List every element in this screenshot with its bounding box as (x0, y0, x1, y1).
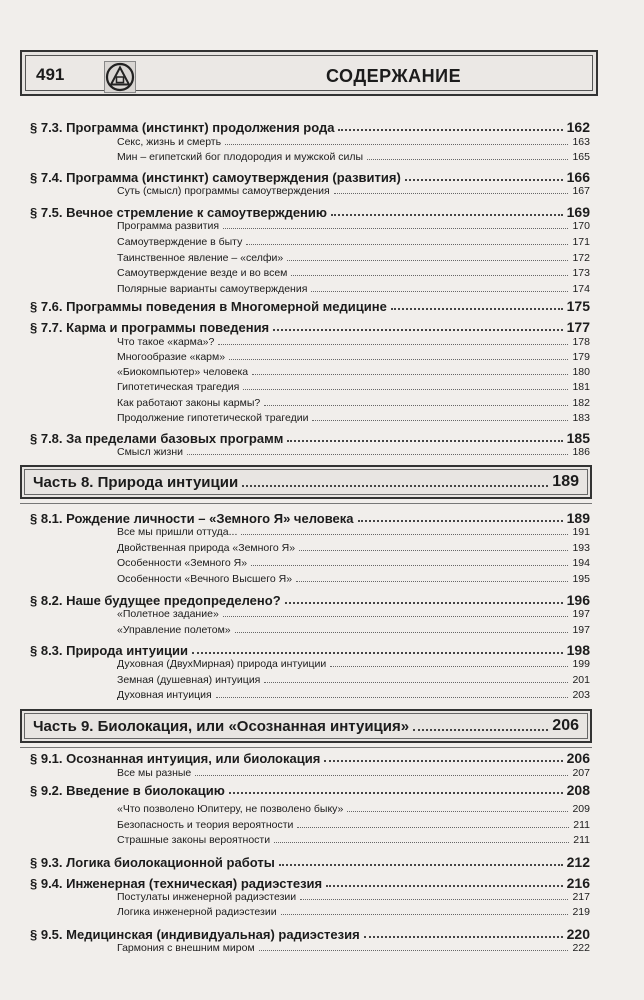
subsection-entry[interactable] (117, 889, 590, 903)
section-title: § 9.1. Осознанная интуиция, или биолокация (30, 751, 321, 766)
dot-leader (326, 885, 563, 887)
subsection-entry[interactable] (117, 524, 590, 538)
part-title: Часть 8. Природа интуиции (33, 473, 239, 491)
dot-leader (273, 329, 562, 331)
page-ref: 196 (566, 592, 590, 608)
dot-leader (281, 914, 569, 915)
dot-leader (312, 420, 568, 421)
part-heading[interactable] (20, 465, 592, 499)
dot-leader (324, 760, 562, 762)
dot-leader (299, 550, 568, 551)
page-title: СОДЕРЖАНИЕ (326, 66, 462, 86)
section-entry[interactable] (30, 852, 590, 870)
subsection-title: Смысл жизни (117, 446, 184, 458)
page-ref: 174 (572, 283, 590, 295)
subsection-title: Логика инженерной радиэстезии (117, 906, 277, 918)
page-ref: 220 (566, 926, 590, 942)
page-ref: 166 (566, 169, 590, 185)
subsection-title: Самоутверждение в быту (117, 236, 243, 248)
page-ref: 163 (572, 136, 590, 148)
page-ref: 179 (572, 351, 590, 363)
page-ref: 219 (572, 906, 590, 918)
page-ref: 206 (566, 750, 590, 766)
page-ref: 172 (572, 252, 590, 264)
page-ref: 207 (572, 767, 590, 779)
page-ref: 194 (572, 557, 590, 569)
part-heading[interactable] (20, 709, 592, 743)
page-ref: 189 (566, 510, 590, 526)
section-entry[interactable] (30, 748, 590, 766)
page-ref: 212 (566, 854, 590, 870)
page-ref: 197 (572, 608, 590, 620)
section-title: § 7.6. Программы поведения в Многомерной медицине (30, 299, 387, 314)
dot-leader (264, 405, 568, 406)
dot-leader (223, 616, 569, 617)
page-ref: 182 (572, 397, 590, 409)
section-title: § 9.4. Инженерная (техническая) радиэстезия (30, 876, 323, 891)
subsection-entry[interactable] (117, 379, 590, 393)
subsection-title: Полярные варианты самоутверждения (117, 283, 308, 295)
page-ref: 201 (572, 674, 590, 686)
subsection-entry[interactable] (117, 571, 590, 585)
section-entry[interactable] (30, 117, 590, 135)
section-title: § 9.2. Введение в биолокацию (30, 783, 225, 798)
dot-leader (285, 602, 563, 604)
section-entry[interactable] (30, 296, 590, 314)
subsection-entry[interactable] (117, 817, 590, 831)
subsection-title: Гармония с внешним миром (117, 942, 255, 954)
section-title: § 9.3. Логика биолокационной работы (30, 855, 275, 870)
subsection-title: Духовная интуиция (117, 689, 212, 701)
section-entry[interactable] (30, 780, 590, 798)
subsection-entry[interactable] (117, 149, 590, 163)
dot-leader (300, 899, 568, 900)
dot-leader (229, 792, 563, 794)
subsection-title: Особенности «Вечного Высшего Я» (117, 573, 293, 585)
subsection-title: Духовная (ДвухМирная) природа интуиции (117, 658, 327, 670)
subsection-title: Земная (душевная) интуиция (117, 674, 261, 686)
page-ref: 199 (572, 658, 590, 670)
subsection-entry[interactable] (117, 395, 590, 409)
dot-leader (218, 344, 568, 345)
section-title: § 7.3. Программа (инстинкт) продолжения рода (30, 120, 335, 135)
subsection-entry[interactable] (117, 656, 590, 670)
subsection-entry[interactable] (117, 832, 590, 846)
subsection-title: Страшные законы вероятности (117, 834, 271, 846)
page-ref: 167 (572, 185, 590, 197)
page-ref: 222 (572, 942, 590, 954)
subsection-title: Что такое «карма»? (117, 336, 215, 348)
dot-leader (405, 179, 563, 181)
dot-leader (364, 936, 563, 938)
subsection-entry[interactable] (117, 540, 590, 554)
page-ref: 208 (566, 782, 590, 798)
page-ref: 183 (572, 412, 590, 424)
page-ref: 211 (573, 834, 590, 846)
subsection-entry[interactable] (117, 672, 590, 686)
subsection-entry[interactable] (117, 265, 590, 279)
dot-leader (358, 520, 563, 522)
subsection-entry[interactable] (117, 334, 590, 348)
page-ref: 169 (566, 204, 590, 220)
dot-leader (279, 864, 563, 866)
page-ref: 203 (572, 689, 590, 701)
dot-leader (241, 534, 568, 535)
subsection-title: «Полетное задание» (117, 608, 219, 620)
dot-leader (264, 682, 568, 683)
dot-leader (259, 950, 569, 951)
page-ref: 191 (572, 526, 590, 538)
subsection-entry[interactable] (117, 765, 590, 779)
dot-leader (331, 214, 563, 216)
section-title: § 7.7. Карма и программы поведения (30, 320, 270, 335)
subsection-entry[interactable] (117, 349, 590, 363)
dot-leader (252, 374, 568, 375)
dot-leader (330, 666, 568, 667)
subsection-title: Продолжение гипотетической трагедии (117, 412, 309, 424)
dot-leader (274, 842, 569, 843)
dot-leader (251, 565, 568, 566)
page-ref: 185 (566, 430, 590, 446)
subsection-entry[interactable] (117, 410, 590, 424)
dot-leader (216, 697, 569, 698)
subsection-title: Таинственное явление – «селфи» (117, 252, 284, 264)
dot-leader (334, 193, 569, 194)
part-page-number: 189 (552, 473, 579, 490)
subsection-entry[interactable] (117, 904, 590, 918)
page-ref: 193 (572, 542, 590, 554)
section-title: § 7.8. За пределами базовых программ (30, 431, 284, 446)
dot-leader (246, 244, 568, 245)
dot-leader (242, 485, 548, 487)
section-entry[interactable] (30, 317, 590, 335)
subsection-entry[interactable] (117, 940, 590, 954)
part-page-number: 206 (552, 717, 579, 734)
dot-leader (229, 359, 568, 360)
page-ref: 175 (566, 298, 590, 314)
subsection-entry[interactable] (117, 606, 590, 620)
dot-leader (413, 729, 548, 731)
dot-leader (195, 775, 568, 776)
section-title: § 8.3. Природа интуиции (30, 643, 188, 658)
subsection-title: Безопасность и теория вероятности (117, 819, 294, 831)
page-number: 491 (36, 65, 65, 84)
page-ref: 165 (572, 151, 590, 163)
page-ref: 197 (572, 624, 590, 636)
subsection-title: Секс, жизнь и смерть (117, 136, 222, 148)
subsection-title: Гипотетическая трагедия (117, 381, 240, 393)
subsection-title: Самоутверждение везде и во всем (117, 267, 288, 279)
dot-leader (187, 454, 568, 455)
subsection-title: Программа развития (117, 220, 220, 232)
dot-leader (287, 260, 568, 261)
subsection-title: Мин – египетский бог плодородия и мужской силы (117, 151, 364, 163)
page-ref: 211 (573, 819, 590, 831)
subsection-entry[interactable] (117, 555, 590, 569)
subsection-title: «Биокомпьютер» человека (117, 366, 249, 378)
dot-leader (223, 228, 568, 229)
page-ref: 198 (566, 642, 590, 658)
subsection-title: Двойственная природа «Земного Я» (117, 542, 296, 554)
dot-leader (347, 811, 568, 812)
subsection-entry[interactable] (117, 281, 590, 295)
section-title: § 8.2. Наше будущее предопределено? (30, 593, 281, 608)
subsection-entry[interactable] (117, 134, 590, 148)
subsection-title: «Что позволено Юпитеру, не позволено быку» (117, 803, 344, 815)
subsection-entry[interactable] (117, 444, 590, 458)
subsection-title: Как работают законы кармы? (117, 397, 261, 409)
page-ref: 181 (572, 381, 590, 393)
divider (20, 503, 592, 504)
page-header (20, 50, 598, 96)
subsection-title: Все мы пришли оттуда... (117, 526, 238, 538)
page-ref: 216 (566, 875, 590, 891)
subsection-entry[interactable] (117, 364, 590, 378)
subsection-title: Все мы разные (117, 767, 192, 779)
page-ref: 170 (572, 220, 590, 232)
subsection-title: «Управление полетом» (117, 624, 231, 636)
page-ref: 209 (572, 803, 590, 815)
dot-leader (225, 144, 568, 145)
dot-leader (243, 389, 568, 390)
triangle-circle-logo-icon (104, 61, 136, 93)
page-ref: 171 (572, 236, 590, 248)
subsection-entry[interactable] (117, 218, 590, 232)
subsection-title: Особенности «Земного Я» (117, 557, 248, 569)
dot-leader (296, 581, 568, 582)
subsection-title: Постулаты инженерной радиэстезии (117, 891, 297, 903)
page-ref: 162 (566, 119, 590, 135)
dot-leader (291, 275, 568, 276)
page-ref: 177 (566, 319, 590, 335)
part-title: Часть 9. Биолокация, или «Осознанная интуиция» (33, 717, 410, 735)
subsection-entry[interactable] (117, 801, 590, 815)
subsection-entry[interactable] (117, 183, 590, 197)
page-ref: 186 (572, 446, 590, 458)
page-ref: 217 (572, 891, 590, 903)
dot-leader (311, 291, 568, 292)
page-ref: 173 (572, 267, 590, 279)
page-ref: 178 (572, 336, 590, 348)
subsection-entry[interactable] (117, 250, 590, 264)
subsection-entry[interactable] (117, 622, 590, 636)
dot-leader (367, 159, 568, 160)
section-title: § 8.1. Рождение личности – «Земного Я» человека (30, 511, 354, 526)
dot-leader (338, 129, 562, 131)
dot-leader (192, 652, 563, 654)
dot-leader (287, 440, 562, 442)
section-title: § 7.4. Программа (инстинкт) самоутверждения (развития) (30, 170, 401, 185)
dot-leader (235, 632, 569, 633)
page-ref: 195 (572, 573, 590, 585)
subsection-entry[interactable] (117, 687, 590, 701)
subsection-entry[interactable] (117, 234, 590, 248)
section-title: § 9.5. Медицинская (индивидуальная) радиэстезия (30, 927, 360, 942)
dot-leader (297, 827, 569, 828)
subsection-title: Суть (смысл) программы самоутверждения (117, 185, 330, 197)
subsection-title: Многообразие «карм» (117, 351, 226, 363)
page-ref: 180 (572, 366, 590, 378)
section-title: § 7.5. Вечное стремление к самоутверждению (30, 205, 328, 220)
dot-leader (391, 308, 563, 310)
